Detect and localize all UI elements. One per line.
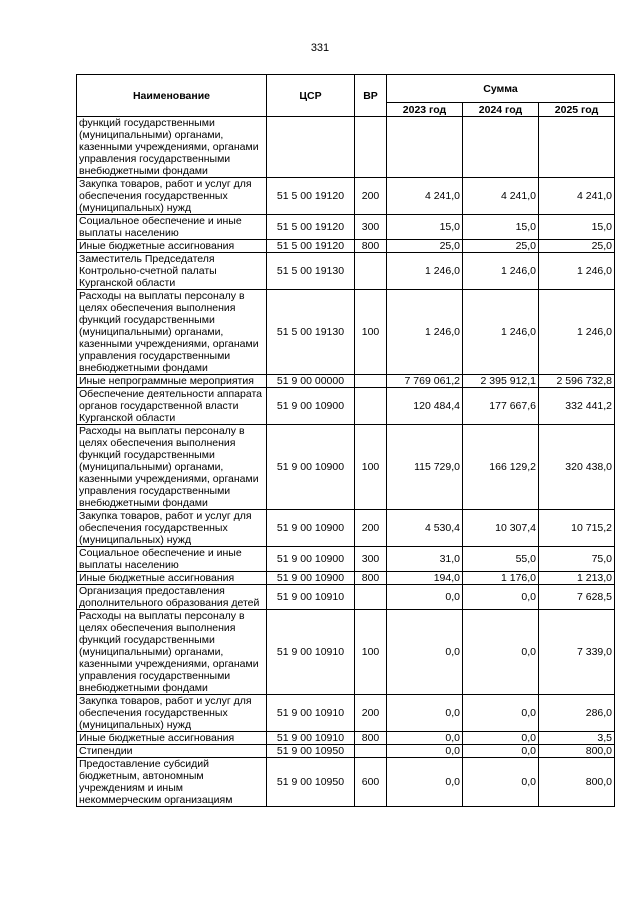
row-vr: 800 <box>355 240 387 253</box>
row-amount-2023: 15,0 <box>387 215 463 240</box>
row-csr: 51 9 00 00000 <box>267 375 355 388</box>
row-amount-2023 <box>387 117 463 178</box>
row-name: Иные бюджетные ассигнования <box>77 732 267 745</box>
row-vr: 200 <box>355 178 387 215</box>
row-vr: 100 <box>355 610 387 695</box>
row-amount-2024: 0,0 <box>463 585 539 610</box>
row-amount-2023: 0,0 <box>387 758 463 807</box>
row-amount-2025: 25,0 <box>539 240 615 253</box>
row-amount-2023: 0,0 <box>387 745 463 758</box>
row-amount-2023: 0,0 <box>387 585 463 610</box>
row-amount-2024: 25,0 <box>463 240 539 253</box>
table-row <box>77 375 615 388</box>
row-amount-2023: 4 241,0 <box>387 178 463 215</box>
row-amount-2024: 0,0 <box>463 745 539 758</box>
row-name: функций государственными (муниципальными) органами, казенными учреждениями, органами управления государственными внебюджетными фондами <box>77 117 267 178</box>
row-amount-2023: 1 246,0 <box>387 290 463 375</box>
row-amount-2023: 0,0 <box>387 610 463 695</box>
row-vr: 800 <box>355 732 387 745</box>
row-vr: 800 <box>355 572 387 585</box>
table-row <box>77 745 615 758</box>
row-name: Социальное обеспечение и иные выплаты населению <box>77 215 267 240</box>
row-csr: 51 9 00 10910 <box>267 610 355 695</box>
row-name: Закупка товаров, работ и услуг для обеспечения государственных (муниципальных) нужд <box>77 178 267 215</box>
row-vr <box>355 745 387 758</box>
table-row <box>77 425 615 510</box>
row-amount-2025: 10 715,2 <box>539 510 615 547</box>
table-row <box>77 758 615 807</box>
row-csr: 51 9 00 10900 <box>267 425 355 510</box>
row-vr: 600 <box>355 758 387 807</box>
row-vr <box>355 375 387 388</box>
row-amount-2025: 4 241,0 <box>539 178 615 215</box>
row-amount-2024: 1 246,0 <box>463 290 539 375</box>
row-amount-2024: 0,0 <box>463 732 539 745</box>
row-name: Социальное обеспечение и иные выплаты населению <box>77 547 267 572</box>
row-vr: 100 <box>355 425 387 510</box>
row-amount-2024: 55,0 <box>463 547 539 572</box>
row-name: Иные бюджетные ассигнования <box>77 572 267 585</box>
row-amount-2025: 2 596 732,8 <box>539 375 615 388</box>
table-row <box>77 695 615 732</box>
row-csr: 51 9 00 10910 <box>267 585 355 610</box>
row-amount-2025: 320 438,0 <box>539 425 615 510</box>
table-row <box>77 253 615 290</box>
row-amount-2025: 286,0 <box>539 695 615 732</box>
row-csr: 51 5 00 19130 <box>267 253 355 290</box>
row-vr <box>355 585 387 610</box>
row-csr: 51 5 00 19120 <box>267 240 355 253</box>
table-body <box>77 117 615 807</box>
row-amount-2025: 800,0 <box>539 758 615 807</box>
row-amount-2024: 0,0 <box>463 758 539 807</box>
row-amount-2023: 31,0 <box>387 547 463 572</box>
row-amount-2024: 10 307,4 <box>463 510 539 547</box>
header-vr: ВР <box>355 75 387 117</box>
row-amount-2025: 1 246,0 <box>539 290 615 375</box>
row-csr: 51 5 00 19120 <box>267 178 355 215</box>
table-row <box>77 178 615 215</box>
row-name: Стипендии <box>77 745 267 758</box>
table-row <box>77 547 615 572</box>
row-amount-2024: 1 176,0 <box>463 572 539 585</box>
table-row <box>77 585 615 610</box>
header-2025: 2025 год <box>539 103 615 117</box>
row-amount-2024: 4 241,0 <box>463 178 539 215</box>
row-csr: 51 5 00 19120 <box>267 215 355 240</box>
row-amount-2023: 194,0 <box>387 572 463 585</box>
row-amount-2025: 7 339,0 <box>539 610 615 695</box>
header-2024: 2024 год <box>463 103 539 117</box>
row-name: Закупка товаров, работ и услуг для обеспечения государственных (муниципальных) нужд <box>77 695 267 732</box>
row-vr: 200 <box>355 510 387 547</box>
row-csr: 51 9 00 10910 <box>267 695 355 732</box>
budget-table <box>76 74 615 807</box>
row-name: Иные непрограммные мероприятия <box>77 375 267 388</box>
table-row <box>77 290 615 375</box>
row-amount-2025: 1 213,0 <box>539 572 615 585</box>
table-row <box>77 732 615 745</box>
row-name: Расходы на выплаты персоналу в целях обеспечения выполнения функций государственными (муниципальными) органами, казенными учреждениями, органами управления государственными внебюджетными фондами <box>77 290 267 375</box>
row-amount-2024: 1 246,0 <box>463 253 539 290</box>
header-name: Наименование <box>77 75 267 117</box>
row-vr: 300 <box>355 547 387 572</box>
row-amount-2024: 15,0 <box>463 215 539 240</box>
row-amount-2023: 120 484,4 <box>387 388 463 425</box>
row-amount-2025 <box>539 117 615 178</box>
row-vr <box>355 253 387 290</box>
row-name: Расходы на выплаты персоналу в целях обеспечения выполнения функций государственными (муниципальными) органами, казенными учреждениями, органами управления государственными внебюджетными фондами <box>77 425 267 510</box>
row-csr: 51 9 00 10950 <box>267 758 355 807</box>
row-amount-2023: 25,0 <box>387 240 463 253</box>
header-sum: Сумма <box>387 75 615 103</box>
row-vr: 100 <box>355 290 387 375</box>
row-amount-2023: 7 769 061,2 <box>387 375 463 388</box>
row-csr: 51 9 00 10950 <box>267 745 355 758</box>
row-amount-2023: 1 246,0 <box>387 253 463 290</box>
row-name: Расходы на выплаты персоналу в целях обеспечения выполнения функций государственными (муниципальными) органами, казенными учреждениями, органами управления государственными внебюджетными фондами <box>77 610 267 695</box>
row-vr <box>355 388 387 425</box>
row-name: Обеспечение деятельности аппарата органов государственной власти Курганской области <box>77 388 267 425</box>
row-csr: 51 9 00 10900 <box>267 572 355 585</box>
row-amount-2024: 2 395 912,1 <box>463 375 539 388</box>
row-vr <box>355 117 387 178</box>
row-amount-2025: 3,5 <box>539 732 615 745</box>
table-row <box>77 215 615 240</box>
row-amount-2024: 166 129,2 <box>463 425 539 510</box>
table-row <box>77 117 615 178</box>
row-name: Предоставление субсидий бюджетным, автономным учреждениям и иным некоммерческим организациям <box>77 758 267 807</box>
row-amount-2023: 4 530,4 <box>387 510 463 547</box>
table-row <box>77 240 615 253</box>
row-name: Иные бюджетные ассигнования <box>77 240 267 253</box>
row-amount-2024 <box>463 117 539 178</box>
row-amount-2025: 1 246,0 <box>539 253 615 290</box>
row-vr: 200 <box>355 695 387 732</box>
row-csr: 51 9 00 10900 <box>267 388 355 425</box>
row-csr: 51 5 00 19130 <box>267 290 355 375</box>
row-vr: 300 <box>355 215 387 240</box>
row-csr: 51 9 00 10900 <box>267 510 355 547</box>
row-name: Заместитель Председателя Контрольно-счетной палаты Курганской области <box>77 253 267 290</box>
row-amount-2025: 800,0 <box>539 745 615 758</box>
row-amount-2025: 7 628,5 <box>539 585 615 610</box>
table-row <box>77 388 615 425</box>
table-row <box>77 510 615 547</box>
row-amount-2024: 177 667,6 <box>463 388 539 425</box>
row-name: Закупка товаров, работ и услуг для обеспечения государственных (муниципальных) нужд <box>77 510 267 547</box>
table-row <box>77 572 615 585</box>
row-csr <box>267 117 355 178</box>
row-amount-2023: 0,0 <box>387 695 463 732</box>
header-2023: 2023 год <box>387 103 463 117</box>
row-amount-2023: 115 729,0 <box>387 425 463 510</box>
page-number: 331 <box>310 42 330 54</box>
table-row <box>77 610 615 695</box>
row-csr: 51 9 00 10910 <box>267 732 355 745</box>
header-csr: ЦСР <box>267 75 355 117</box>
row-csr: 51 9 00 10900 <box>267 547 355 572</box>
row-name: Организация предоставления дополнительного образования детей <box>77 585 267 610</box>
row-amount-2024: 0,0 <box>463 695 539 732</box>
row-amount-2025: 75,0 <box>539 547 615 572</box>
row-amount-2025: 15,0 <box>539 215 615 240</box>
row-amount-2024: 0,0 <box>463 610 539 695</box>
row-amount-2023: 0,0 <box>387 732 463 745</box>
row-amount-2025: 332 441,2 <box>539 388 615 425</box>
